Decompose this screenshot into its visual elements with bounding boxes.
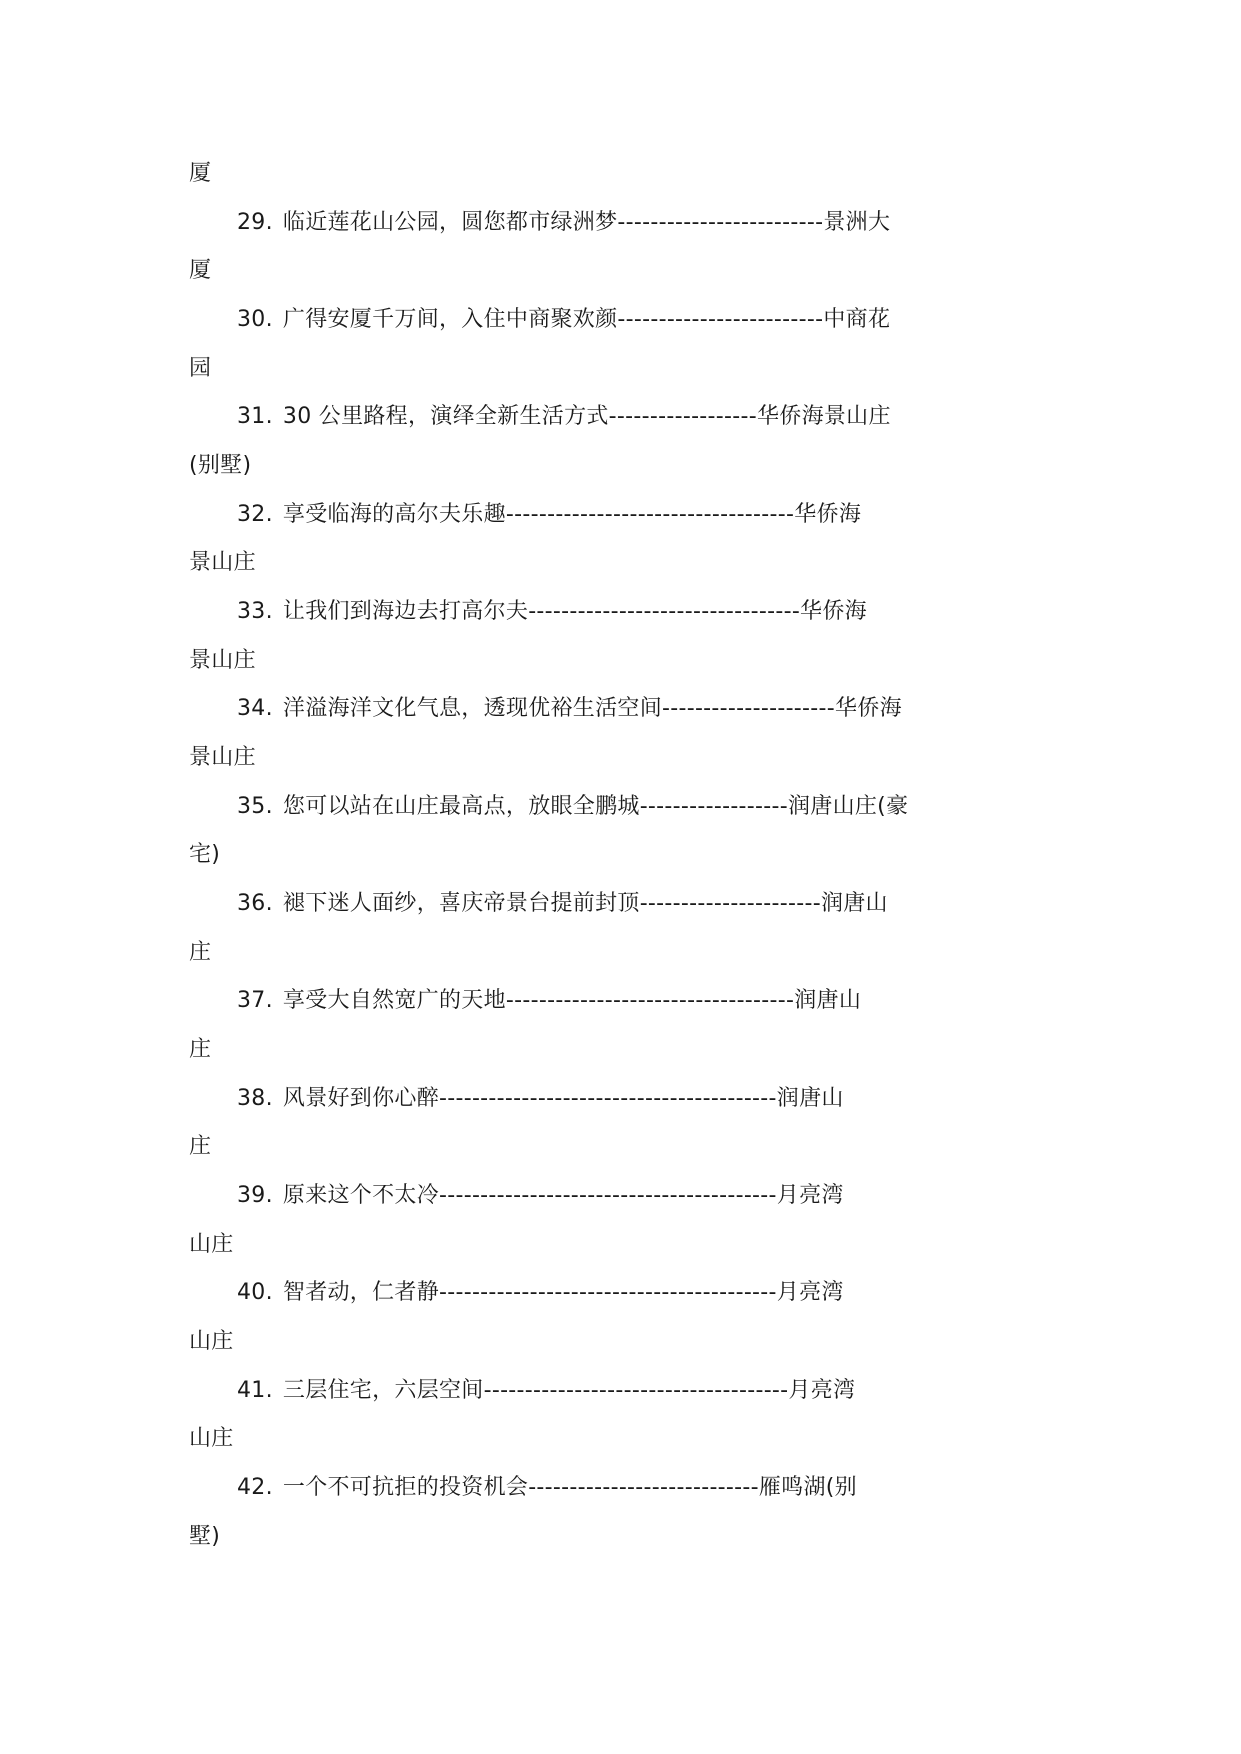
line-text: 褪下迷人面纱，喜庆帝景台提前封顶----------------------润唐山 (282, 891, 888, 916)
line-text: 山庄 (189, 1232, 234, 1257)
line-text: 景山庄 (189, 550, 256, 575)
line-text: 智者动，仁者静-----------------------------------------月亮湾 (282, 1280, 844, 1305)
line-text: (别墅) (189, 453, 252, 478)
text-line-continuation (189, 451, 251, 481)
line-text: 庄 (189, 1134, 212, 1159)
line-text: 三层住宅，六层空间-------------------------------------月亮湾 (282, 1378, 856, 1403)
list-item-39 (189, 1181, 844, 1211)
line-text: 庄 (189, 940, 212, 965)
text-line-continuation (189, 1522, 220, 1552)
item-number: 38. (237, 1086, 273, 1111)
list-item-38 (189, 1084, 844, 1114)
text-line-continuation (189, 159, 211, 189)
line-text: 厦 (189, 161, 212, 186)
line-text: 临近莲花山公园，圆您都市绿洲梦-------------------------景洲大 (282, 210, 891, 235)
line-text: 您可以站在山庄最高点，放眼全鹏城------------------润唐山庄(豪 (282, 794, 909, 819)
list-item-33 (189, 597, 867, 627)
line-text: 厦 (189, 258, 212, 283)
list-item-41 (189, 1376, 855, 1406)
list-item-37 (189, 986, 861, 1016)
item-number: 41. (237, 1378, 273, 1403)
item-number: 30. (237, 307, 273, 332)
list-item-42 (189, 1473, 857, 1503)
line-text: 山庄 (189, 1426, 234, 1451)
line-text: 让我们到海边去打高尔夫---------------------------------华侨海 (282, 599, 867, 624)
list-item-30 (189, 305, 890, 335)
line-text: 30 公里路程，演绎全新生活方式------------------华侨海景山庄 (282, 404, 891, 429)
item-number: 39. (237, 1183, 273, 1208)
item-number: 31. (237, 404, 273, 429)
list-item-32 (189, 500, 861, 530)
text-line-continuation (189, 354, 211, 384)
text-line-continuation (189, 743, 256, 773)
list-item-35 (189, 792, 908, 822)
text-line-continuation (189, 548, 256, 578)
item-number: 42. (237, 1475, 273, 1500)
item-number: 36. (237, 891, 273, 916)
list-item-36 (189, 889, 888, 919)
text-line-continuation (189, 646, 256, 676)
text-line-continuation (189, 840, 220, 870)
text-line-continuation (189, 1035, 211, 1065)
line-text: 景山庄 (189, 745, 256, 770)
list-item-29 (189, 208, 890, 238)
list-item-40 (189, 1278, 844, 1308)
line-text: 一个不可抗拒的投资机会----------------------------雁鸣湖(别 (282, 1475, 857, 1500)
list-item-34 (189, 694, 902, 724)
text-line-continuation (189, 938, 211, 968)
item-number: 34. (237, 696, 273, 721)
item-number: 32. (237, 502, 273, 527)
line-text: 庄 (189, 1037, 212, 1062)
text-line-continuation (189, 256, 211, 286)
text-line-continuation (189, 1327, 234, 1357)
line-text: 风景好到你心醉-----------------------------------------润唐山 (282, 1086, 844, 1111)
item-number: 33. (237, 599, 273, 624)
line-text: 宅) (189, 842, 221, 867)
item-number: 29. (237, 210, 273, 235)
line-text: 墅) (189, 1524, 221, 1549)
item-number: 40. (237, 1280, 273, 1305)
line-text: 山庄 (189, 1329, 234, 1354)
line-text: 园 (189, 356, 212, 381)
line-text: 洋溢海洋文化气息，透现优裕生活空间---------------------华侨海 (282, 696, 902, 721)
item-number: 35. (237, 794, 273, 819)
list-item-31 (189, 402, 891, 432)
line-text: 原来这个不太冷-----------------------------------------月亮湾 (282, 1183, 844, 1208)
text-line-continuation (189, 1132, 211, 1162)
line-text: 享受大自然宽广的天地-----------------------------------润唐山 (282, 988, 862, 1013)
text-line-continuation (189, 1230, 234, 1260)
item-number: 37. (237, 988, 273, 1013)
line-text: 景山庄 (189, 648, 256, 673)
line-text: 广得安厦千万间，入住中商聚欢颜-------------------------中商花 (282, 307, 891, 332)
line-text: 享受临海的高尔夫乐趣-----------------------------------华侨海 (282, 502, 862, 527)
text-line-continuation (189, 1424, 234, 1454)
